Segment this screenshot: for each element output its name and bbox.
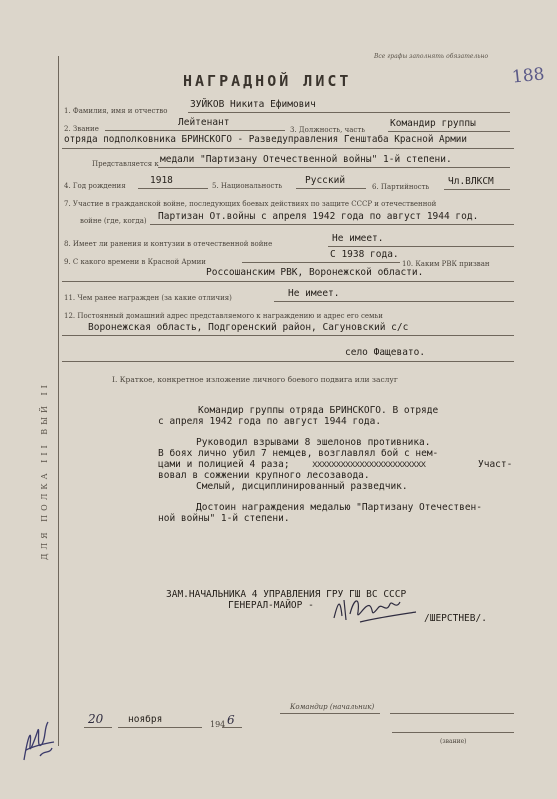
field-11-label: 11. Чем ранее награжден (за какие отличия) (64, 294, 232, 302)
feat-line-4: В боях лично убил 7 немцев, возглавлял бой с нем- (158, 448, 439, 459)
field-2-line (105, 130, 285, 131)
field-2-label: 2. Звание (64, 125, 99, 133)
field-presented-label: Представляется к (92, 160, 159, 168)
field-12-line (62, 335, 514, 336)
field-4-line (138, 188, 208, 189)
footer-day: 20 (88, 712, 104, 726)
field-3-line (388, 131, 510, 132)
field-1-line (188, 112, 510, 113)
field-9-value: С 1938 года. (330, 249, 399, 260)
field-3-label: 3. Должность, часть (290, 126, 366, 134)
footer-month-line (118, 727, 202, 728)
field-6-label: 6. Партийность (372, 183, 430, 191)
field-12-value-2: село Фащевато. (345, 347, 426, 358)
field-8-line (328, 246, 514, 247)
margin-rule (58, 56, 59, 746)
field-7-label: 7. Участие в гражданской войне, последующих боевых действиях по защите СССР и отечественной (64, 200, 437, 208)
signatory-name: /ШЕРСТНЕВ/. (424, 613, 487, 624)
feat-heading: I. Краткое, конкретное изложение личного боевого подвига или заслуг (112, 375, 398, 384)
feat-line-6: вовал в сожжении крупного лесозавода. (158, 470, 370, 481)
field-10-label: 10. Каким РВК призван (402, 260, 490, 268)
commander-label: Командир (начальник) (290, 703, 375, 711)
signatory-position: ЗАМ.НАЧАЛЬНИКА 4 УПРАВЛЕНИЯ ГРУ ГШ ВС СССР (166, 589, 407, 600)
commander-sign-line-2 (390, 713, 514, 714)
field-6-line (444, 189, 510, 190)
feat-line-2: с апреля 1942 года по август 1944 года. (158, 416, 382, 427)
commander-sign-line (280, 713, 380, 714)
field-5-line (296, 188, 366, 189)
handwritten-signature-icon (330, 592, 420, 626)
field-12-label: 12. Постоянный домашний адрес представляемого к награждению и адрес его семьи (64, 312, 383, 320)
footer-year: 194 (210, 720, 226, 729)
field-11-line (274, 301, 514, 302)
signatory-rank: ГЕНЕРАЛ-МАЙОР - (228, 600, 314, 611)
field-2-value: Лейтенант (178, 117, 230, 128)
field-4-label: 4. Год рождения (64, 182, 126, 190)
rank-line (392, 732, 514, 733)
field-6-value: Чл.ВЛКСМ (448, 176, 494, 187)
field-7-line (150, 224, 514, 225)
feat-line-7: Смелый, дисциплинированный разведчик. (196, 481, 408, 492)
field-12-line-2 (62, 361, 514, 362)
field-10-value: Россошанским РВК, Воронежской области. (206, 267, 424, 278)
field-presented-line (158, 167, 510, 168)
field-7-value: Партизан От.войны с апреля 1942 года по август 1944 год. (158, 211, 479, 222)
feat-line-1: Командир группы отряда БРИНСКОГО. В отряде (198, 405, 439, 416)
margin-handwriting-icon (18, 716, 60, 766)
field-11-value: Не имеет. (288, 288, 340, 299)
feat-line-8: Достоин награждения медалью "Партизану Отечествен- (196, 502, 482, 513)
field-5-label: 5. Национальность (212, 182, 283, 190)
feat-line-9: ной войны" 1-й степени. (158, 513, 290, 524)
field-4-value: 1918 (150, 175, 173, 186)
field-10-line (62, 281, 514, 282)
field-8-value: Не имеет. (332, 233, 384, 244)
field-3-line-2 (62, 148, 514, 149)
field-12-value: Воронежская область, Подгоренский район, Сагуновский с/с (88, 322, 409, 333)
footer-year-digit: 6 (227, 713, 235, 727)
field-1-label: 1. Фамилия, имя и отчество (64, 107, 168, 115)
field-8-label: 8. Имеет ли ранения и контузии в отечественной войне (64, 240, 273, 248)
document-title: НАГРАДНОЙ ЛИСТ (183, 72, 352, 90)
field-3-value: Командир группы (390, 118, 476, 129)
field-9-line (242, 262, 400, 263)
field-7-label-2: войне (где, когда) (80, 217, 147, 225)
footer-day-line (84, 727, 112, 728)
feat-line-3: Руководил взрывами 8 эшелонов противника. (196, 437, 431, 448)
field-5-value: Русский (305, 175, 346, 186)
footer-month: ноября (128, 714, 163, 725)
rank-label: (звание) (440, 738, 467, 745)
margin-text: ДЛЯ ПОЛКА III ВЫЙ II (40, 381, 49, 560)
corner-note: Все графы заполнять обязательно (374, 53, 489, 60)
field-3-value-2: отряда подполковника БРИНСКОГО - Разведуправления Генштаба Красной Армии (64, 134, 467, 145)
footer-year-line (222, 727, 242, 728)
field-presented-value: медали "Партизану Отечественной войны" 1-й степени. (160, 154, 452, 165)
feat-line-5: цами и полицией 4 раза; (158, 459, 290, 470)
field-9-label: 9. С какого времени в Красной Армии (64, 258, 206, 266)
struck-out-text: xxxxxxxxxxxxxxxxxxxxxxxx (312, 459, 426, 470)
page-number: 188 (511, 64, 546, 88)
field-1-value: ЗУЙКОВ Никита Ефимович (190, 99, 316, 110)
feat-line-5b: Участ- (478, 459, 513, 470)
